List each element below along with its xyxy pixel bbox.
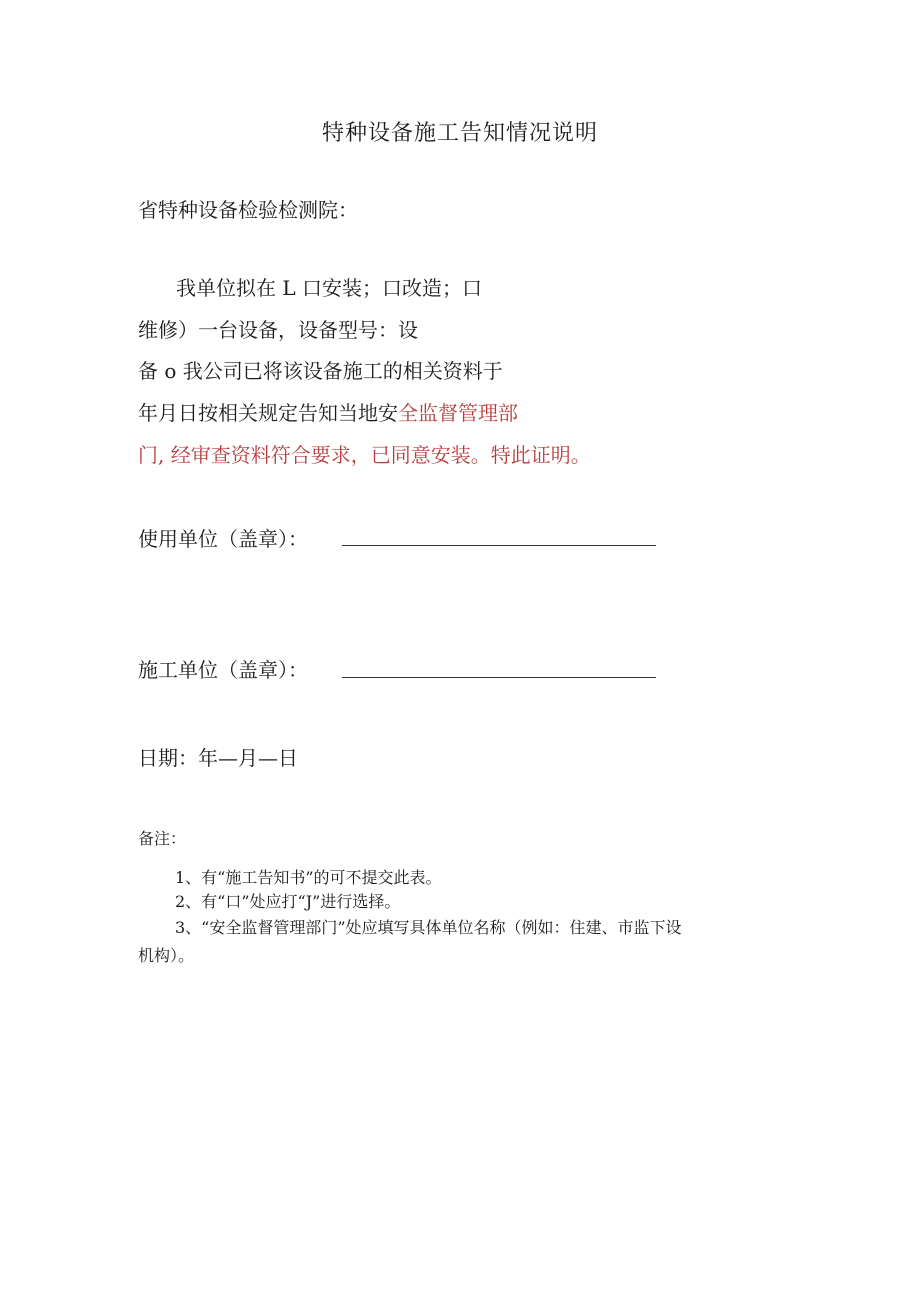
note-item-3-continued: 机构）。 bbox=[138, 946, 195, 965]
body-line-5-highlight: 门, 经审查资料符合要求，已同意安装。特此证明。 bbox=[138, 443, 591, 467]
body-line-4 bbox=[138, 399, 518, 427]
body-line-2: 维修）一台设备，设备型号：设 bbox=[138, 318, 418, 342]
note-item-2: 2、有“口”处应打“J”进行选择。 bbox=[175, 892, 401, 911]
date-line: 日期：年—月—日 bbox=[138, 746, 298, 770]
recipient-line: 省特种设备检验检测院： bbox=[138, 198, 358, 222]
user-unit-signature-line bbox=[342, 545, 656, 546]
document-title: 特种设备施工告知情况说明 bbox=[321, 121, 598, 146]
body-line-4-text: 年月日按相关规定告知当地安 bbox=[138, 401, 398, 425]
construction-unit-label: 施工单位（盖章）： bbox=[138, 658, 308, 682]
notes-title: 备注： bbox=[138, 829, 187, 848]
body-line-4-highlight: 全监督管理部 bbox=[398, 401, 518, 425]
note-item-1: 1、有“施工告知书”的可不提交此表。 bbox=[175, 868, 442, 887]
body-line-3: 备 o 我公司已将该设备施工的相关资料于 bbox=[138, 359, 503, 383]
note-item-3: 3、“安全监督管理部门”处应填写具体单位名称（例如：住建、市监下设 bbox=[175, 918, 682, 937]
construction-unit-signature-line bbox=[342, 677, 656, 678]
user-unit-label: 使用单位（盖章）： bbox=[138, 527, 308, 551]
body-line-1: 我单位拟在 L 口安装；口改造；口 bbox=[176, 276, 482, 300]
